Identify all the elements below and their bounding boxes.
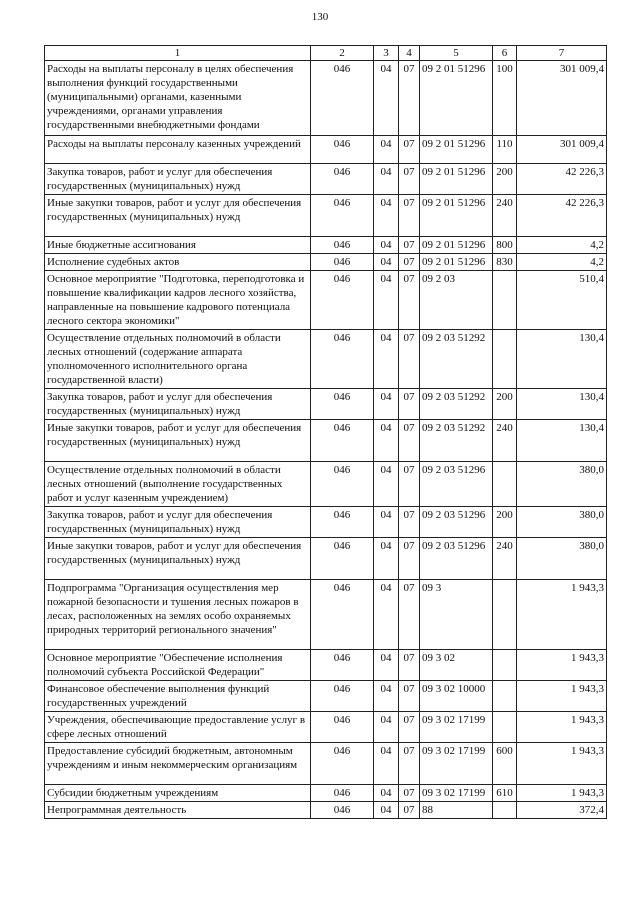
ministry-code: 046 (311, 802, 374, 819)
subsection-code: 07 (399, 61, 420, 136)
header-cell: 6 (493, 46, 517, 61)
target-article: 09 2 03 51296 (420, 462, 493, 507)
subsection-code: 07 (399, 389, 420, 420)
table-row (45, 195, 607, 237)
row-name: Иные закупки товаров, работ и услуг для обеспечения государственных (муниципальных) нужд (45, 195, 311, 237)
subsection-code: 07 (399, 802, 420, 819)
amount: 1 943,3 (517, 580, 607, 650)
row-name: Закупка товаров, работ и услуг для обеспечения государственных (муниципальных) нужд (45, 164, 311, 195)
expense-type: 200 (493, 389, 517, 420)
ministry-code: 046 (311, 681, 374, 712)
header-cell: 3 (374, 46, 399, 61)
ministry-code: 046 (311, 650, 374, 681)
section-code: 04 (374, 237, 399, 254)
subsection-code: 07 (399, 462, 420, 507)
section-code: 04 (374, 195, 399, 237)
expense-type (493, 580, 517, 650)
budget-table (44, 45, 607, 819)
ministry-code: 046 (311, 61, 374, 136)
ministry-code: 046 (311, 538, 374, 580)
row-name: Осуществление отдельных полномочий в области лесных отношений (выполнение государственных работ и услуг казенным учреждением) (45, 462, 311, 507)
row-name: Исполнение судебных актов (45, 254, 311, 271)
expense-type (493, 802, 517, 819)
row-name: Иные закупки товаров, работ и услуг для обеспечения государственных (муниципальных) нужд (45, 538, 311, 580)
subsection-code: 07 (399, 195, 420, 237)
table-row (45, 136, 607, 164)
section-code: 04 (374, 61, 399, 136)
amount: 130,4 (517, 389, 607, 420)
header-cell: 1 (45, 46, 311, 61)
ministry-code: 046 (311, 743, 374, 785)
target-article: 09 3 (420, 580, 493, 650)
amount: 1 943,3 (517, 712, 607, 743)
amount: 510,4 (517, 271, 607, 330)
table-row (45, 580, 607, 650)
row-name: Закупка товаров, работ и услуг для обеспечения государственных (муниципальных) нужд (45, 389, 311, 420)
ministry-code: 046 (311, 420, 374, 462)
table-row (45, 712, 607, 743)
amount: 1 943,3 (517, 743, 607, 785)
expense-type: 100 (493, 61, 517, 136)
subsection-code: 07 (399, 237, 420, 254)
subsection-code: 07 (399, 330, 420, 389)
target-article: 09 2 01 51296 (420, 164, 493, 195)
subsection-code: 07 (399, 785, 420, 802)
subsection-code: 07 (399, 650, 420, 681)
table-row (45, 237, 607, 254)
row-name: Предоставление субсидий бюджетным, автономным учреждениям и иным некоммерческим организациям (45, 743, 311, 785)
row-name: Иные закупки товаров, работ и услуг для обеспечения государственных (муниципальных) нужд (45, 420, 311, 462)
table-row (45, 420, 607, 462)
table-row (45, 61, 607, 136)
amount: 301 009,4 (517, 61, 607, 136)
expense-type: 610 (493, 785, 517, 802)
section-code: 04 (374, 271, 399, 330)
section-code: 04 (374, 254, 399, 271)
ministry-code: 046 (311, 330, 374, 389)
target-article: 09 3 02 17199 (420, 785, 493, 802)
row-name: Расходы на выплаты персоналу в целях обеспечения выполнения функций государственными (муниципальными) органами, казенными учреждениями, органами управления государственными внебюджетными фондами (45, 61, 311, 136)
amount: 1 943,3 (517, 650, 607, 681)
subsection-code: 07 (399, 507, 420, 538)
header-cell: 4 (399, 46, 420, 61)
table-row (45, 507, 607, 538)
table-row (45, 164, 607, 195)
section-code: 04 (374, 330, 399, 389)
ministry-code: 046 (311, 254, 374, 271)
row-name: Расходы на выплаты персоналу казенных учреждений (45, 136, 311, 164)
amount: 380,0 (517, 462, 607, 507)
table-row (45, 785, 607, 802)
section-code: 04 (374, 136, 399, 164)
table-row (45, 389, 607, 420)
target-article: 09 2 03 51292 (420, 389, 493, 420)
ministry-code: 046 (311, 785, 374, 802)
amount: 4,2 (517, 254, 607, 271)
target-article: 09 2 03 51292 (420, 420, 493, 462)
subsection-code: 07 (399, 681, 420, 712)
target-article: 09 2 01 51296 (420, 254, 493, 271)
table-row (45, 681, 607, 712)
amount: 4,2 (517, 237, 607, 254)
page-number: 130 (311, 11, 329, 23)
expense-type: 240 (493, 195, 517, 237)
subsection-code: 07 (399, 580, 420, 650)
table-row (45, 254, 607, 271)
header-cell: 2 (311, 46, 374, 61)
section-code: 04 (374, 650, 399, 681)
expense-type (493, 650, 517, 681)
ministry-code: 046 (311, 712, 374, 743)
amount: 372,4 (517, 802, 607, 819)
expense-type: 200 (493, 507, 517, 538)
subsection-code: 07 (399, 164, 420, 195)
table-row (45, 271, 607, 330)
target-article: 09 2 03 (420, 271, 493, 330)
header-cell: 5 (420, 46, 493, 61)
expense-type: 200 (493, 164, 517, 195)
table-row (45, 462, 607, 507)
expense-type: 110 (493, 136, 517, 164)
ministry-code: 046 (311, 136, 374, 164)
table-row (45, 330, 607, 389)
expense-type (493, 712, 517, 743)
expense-type: 830 (493, 254, 517, 271)
subsection-code: 07 (399, 743, 420, 785)
section-code: 04 (374, 507, 399, 538)
section-code: 04 (374, 712, 399, 743)
row-name: Осуществление отдельных полномочий в области лесных отношений (содержание аппарата уполномоченного исполнительного органа государственной власти) (45, 330, 311, 389)
subsection-code: 07 (399, 136, 420, 164)
expense-type: 600 (493, 743, 517, 785)
table-row (45, 743, 607, 785)
target-article: 09 2 01 51296 (420, 195, 493, 237)
expense-type: 240 (493, 420, 517, 462)
section-code: 04 (374, 389, 399, 420)
ministry-code: 046 (311, 271, 374, 330)
section-code: 04 (374, 580, 399, 650)
target-article: 09 2 03 51292 (420, 330, 493, 389)
table-row (45, 650, 607, 681)
row-name: Иные бюджетные ассигнования (45, 237, 311, 254)
target-article: 09 2 01 51296 (420, 61, 493, 136)
ministry-code: 046 (311, 580, 374, 650)
ministry-code: 046 (311, 237, 374, 254)
subsection-code: 07 (399, 712, 420, 743)
expense-type (493, 462, 517, 507)
row-name: Учреждения, обеспечивающие предоставление услуг в сфере лесных отношений (45, 712, 311, 743)
expense-type (493, 681, 517, 712)
expense-type: 240 (493, 538, 517, 580)
section-code: 04 (374, 164, 399, 195)
amount: 1 943,3 (517, 681, 607, 712)
ministry-code: 046 (311, 195, 374, 237)
amount: 130,4 (517, 330, 607, 389)
amount: 380,0 (517, 507, 607, 538)
row-name: Финансовое обеспечение выполнения функций государственных учреждений (45, 681, 311, 712)
subsection-code: 07 (399, 538, 420, 580)
section-code: 04 (374, 802, 399, 819)
section-code: 04 (374, 785, 399, 802)
amount: 301 009,4 (517, 136, 607, 164)
amount: 130,4 (517, 420, 607, 462)
ministry-code: 046 (311, 389, 374, 420)
row-name: Непрограммная деятельность (45, 802, 311, 819)
section-code: 04 (374, 420, 399, 462)
expense-type: 800 (493, 237, 517, 254)
row-name: Закупка товаров, работ и услуг для обеспечения государственных (муниципальных) нужд (45, 507, 311, 538)
ministry-code: 046 (311, 507, 374, 538)
header-row (45, 46, 607, 61)
amount: 42 226,3 (517, 195, 607, 237)
row-name: Субсидии бюджетным учреждениям (45, 785, 311, 802)
target-article: 09 3 02 10000 (420, 681, 493, 712)
subsection-code: 07 (399, 271, 420, 330)
table-row (45, 538, 607, 580)
target-article: 09 3 02 17199 (420, 743, 493, 785)
ministry-code: 046 (311, 164, 374, 195)
row-name: Подпрограмма "Организация осуществления мер пожарной безопасности и тушения лесных пожаров в лесах, расположенных на землях особо охраняемых природных территорий регионального значения" (45, 580, 311, 650)
subsection-code: 07 (399, 254, 420, 271)
row-name: Основное мероприятие "Обеспечение исполнения полномочий субъекта Российской Федерации" (45, 650, 311, 681)
amount: 380,0 (517, 538, 607, 580)
expense-type (493, 330, 517, 389)
section-code: 04 (374, 681, 399, 712)
expense-type (493, 271, 517, 330)
target-article: 09 2 01 51296 (420, 136, 493, 164)
target-article: 88 (420, 802, 493, 819)
amount: 42 226,3 (517, 164, 607, 195)
target-article: 09 2 01 51296 (420, 237, 493, 254)
section-code: 04 (374, 538, 399, 580)
table-row (45, 802, 607, 819)
header-cell: 7 (517, 46, 607, 61)
target-article: 09 3 02 17199 (420, 712, 493, 743)
subsection-code: 07 (399, 420, 420, 462)
target-article: 09 3 02 (420, 650, 493, 681)
target-article: 09 2 03 51296 (420, 507, 493, 538)
section-code: 04 (374, 462, 399, 507)
row-name: Основное мероприятие "Подготовка, переподготовка и повышение квалификации кадров лесного хозяйства, направленные на повышение кадрового потенциала лесного сектора экономики" (45, 271, 311, 330)
target-article: 09 2 03 51296 (420, 538, 493, 580)
amount: 1 943,3 (517, 785, 607, 802)
section-code: 04 (374, 743, 399, 785)
ministry-code: 046 (311, 462, 374, 507)
